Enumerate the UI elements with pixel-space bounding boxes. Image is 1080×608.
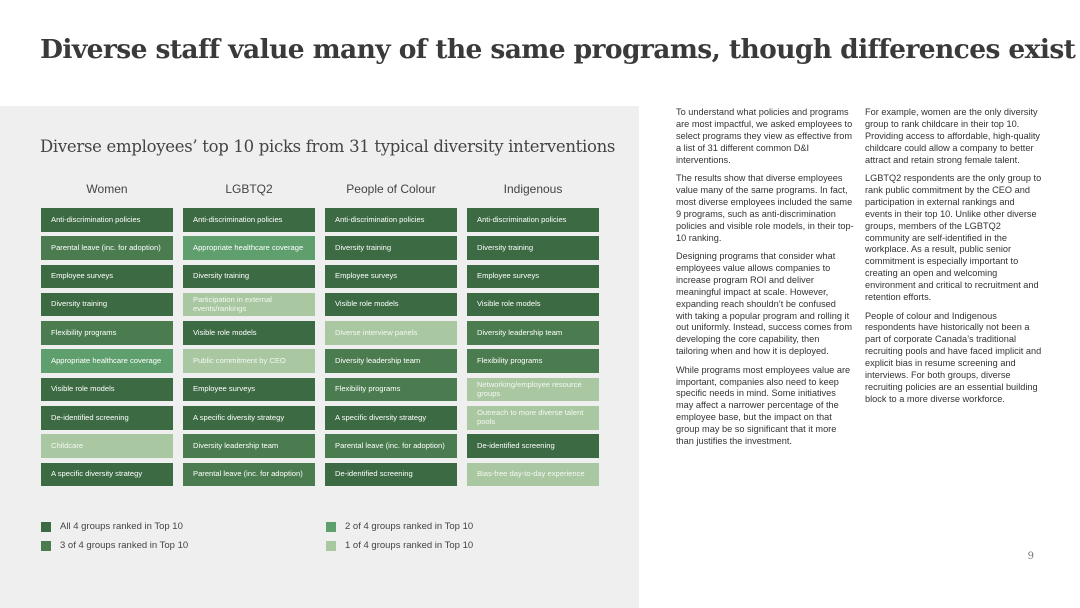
figure-title: Diverse employees’ top 10 picks from 31 typical diversity interventions bbox=[40, 137, 616, 156]
legend-label: All 4 groups ranked in Top 10 bbox=[60, 521, 183, 532]
column-lgbtq2 bbox=[183, 208, 315, 491]
program-cell: Diversity leadership team bbox=[325, 349, 457, 373]
program-cell: Flexibility programs bbox=[467, 349, 599, 373]
legend-swatch bbox=[41, 541, 51, 551]
program-cell: Diversity leadership team bbox=[183, 434, 315, 458]
program-cell: Childcare bbox=[41, 434, 173, 458]
program-cell: Visible role models bbox=[325, 293, 457, 317]
program-cell: Anti-discrimination policies bbox=[325, 208, 457, 232]
body-text-right-column bbox=[865, 107, 1043, 412]
body-text-left-column bbox=[676, 107, 854, 454]
program-cell: Diverse interview panels bbox=[325, 321, 457, 345]
program-cell: Visible role models bbox=[467, 293, 599, 317]
program-cell: Diversity leadership team bbox=[467, 321, 599, 345]
body-paragraph: The results show that diverse employees value many of the same programs. In fact, most diverse employees included the same 9 programs, such as anti-discrimination policies and visible role models, in their top-10 ranking. bbox=[676, 173, 854, 243]
column-indigenous bbox=[467, 208, 599, 491]
body-paragraph: LGBTQ2 respondents are the only group to rank public commitment by the CEO and participation in external rankings and events in their top 10. Unlike other diverse groups, members of the LGBTQ2 community are self-identified in the workplace. As a result, public senior commitment is especially important to creating an open and welcoming environment and critical to recruitment and retention efforts. bbox=[865, 173, 1042, 303]
column-header-indigenous: Indigenous bbox=[503, 182, 563, 196]
column-people-of-colour bbox=[325, 208, 457, 491]
program-cell: De-identified screening bbox=[467, 434, 599, 458]
body-paragraph: For example, women are the only diversity group to rank childcare in their top 10. Providing access to affordable, high-quality childcare could allow a company to better attract and retain strong female talent. bbox=[865, 107, 1041, 165]
program-cell: Parental leave (inc. for adoption) bbox=[183, 463, 315, 487]
program-cell: Diversity training bbox=[41, 293, 173, 317]
legend-label: 2 of 4 groups ranked in Top 10 bbox=[345, 521, 474, 532]
program-cell: A specific diversity strategy bbox=[325, 406, 457, 430]
legend-item-all-4 bbox=[41, 521, 183, 532]
program-cell: Employee surveys bbox=[41, 265, 173, 289]
legend-label: 1 of 4 groups ranked in Top 10 bbox=[345, 540, 474, 551]
program-cell: Diversity training bbox=[183, 265, 315, 289]
program-cell: Participation in external events/rankings bbox=[183, 293, 315, 317]
legend-swatch bbox=[41, 522, 51, 532]
body-paragraph: To understand what policies and programs are most impactful, we asked employees to select programs they view as effective from a list of 31 different common D&I interventions. bbox=[676, 107, 853, 165]
column-header-people-of-colour: People of Colour bbox=[346, 182, 436, 196]
legend-swatch bbox=[326, 522, 336, 532]
program-cell: Outreach to more diverse talent pools bbox=[467, 406, 599, 430]
program-cell: De-identified screening bbox=[325, 463, 457, 487]
program-cell: Visible role models bbox=[41, 378, 173, 402]
program-cell: A specific diversity strategy bbox=[41, 463, 173, 487]
program-cell: Parental leave (inc. for adoption) bbox=[41, 236, 173, 260]
body-paragraph: Designing programs that consider what employees value allows companies to increase program ROI and deliver meaningful impact at scale. However, expanding reach shouldn’t be confused with taking a popular program and rolling it out uniformly. Instead, success comes from developing the core capability, then tailoring when and how it is deployed. bbox=[676, 250, 852, 357]
page-title: Diverse staff value many of the same programs, though differences exist bbox=[40, 34, 1076, 65]
program-cell: Networking/employee resource groups bbox=[467, 378, 599, 402]
program-cell: Appropriate healthcare coverage bbox=[183, 236, 315, 260]
program-cell: Bias-free day-to-day experience bbox=[467, 463, 599, 487]
program-cell: Anti-discrimination policies bbox=[467, 208, 599, 232]
program-cell: Visible role models bbox=[183, 321, 315, 345]
program-cell: Anti-discrimination policies bbox=[183, 208, 315, 232]
program-cell: Anti-discrimination policies bbox=[41, 208, 173, 232]
column-header-women: Women bbox=[86, 182, 128, 196]
program-cell: A specific diversity strategy bbox=[183, 406, 315, 430]
program-cell: Diversity training bbox=[467, 236, 599, 260]
program-cell: Employee surveys bbox=[325, 265, 457, 289]
legend-item-2-of-4 bbox=[326, 521, 473, 532]
program-cell: De-identified screening bbox=[41, 406, 173, 430]
program-cell: Flexibility programs bbox=[41, 321, 173, 345]
legend-swatch bbox=[326, 541, 336, 551]
column-header-lgbtq2: LGBTQ2 bbox=[225, 182, 273, 196]
legend-item-3-of-4 bbox=[41, 540, 188, 551]
column-women bbox=[41, 208, 173, 491]
program-cell: Diversity training bbox=[325, 236, 457, 260]
program-cell: Flexibility programs bbox=[325, 378, 457, 402]
page-number: 9 bbox=[1027, 551, 1034, 562]
figure-panel bbox=[0, 106, 639, 608]
program-cell: Appropriate healthcare coverage bbox=[41, 349, 173, 373]
program-cell: Public commitment by CEO bbox=[183, 349, 315, 373]
program-cell: Parental leave (inc. for adoption) bbox=[325, 434, 457, 458]
legend-label: 3 of 4 groups ranked in Top 10 bbox=[60, 540, 189, 551]
program-cell: Employee surveys bbox=[183, 378, 315, 402]
legend-item-1-of-4 bbox=[326, 540, 473, 551]
body-paragraph: While programs most employees value are important, companies also need to keep specific needs in mind. Some initiatives may affect a narrower percentage of the employee base, but the impact on that group may be so significant that it more than justifies the investment. bbox=[676, 364, 851, 447]
program-cell: Employee surveys bbox=[467, 265, 599, 289]
body-paragraph: People of colour and Indigenous respondents have historically not been a part of corporate Canada’s traditional recruiting pools and have faced implicit and explicit bias in resume screening and interviews. For both groups, diverse recruiting policies are an essential building block to a more diverse workforce. bbox=[865, 310, 1042, 404]
